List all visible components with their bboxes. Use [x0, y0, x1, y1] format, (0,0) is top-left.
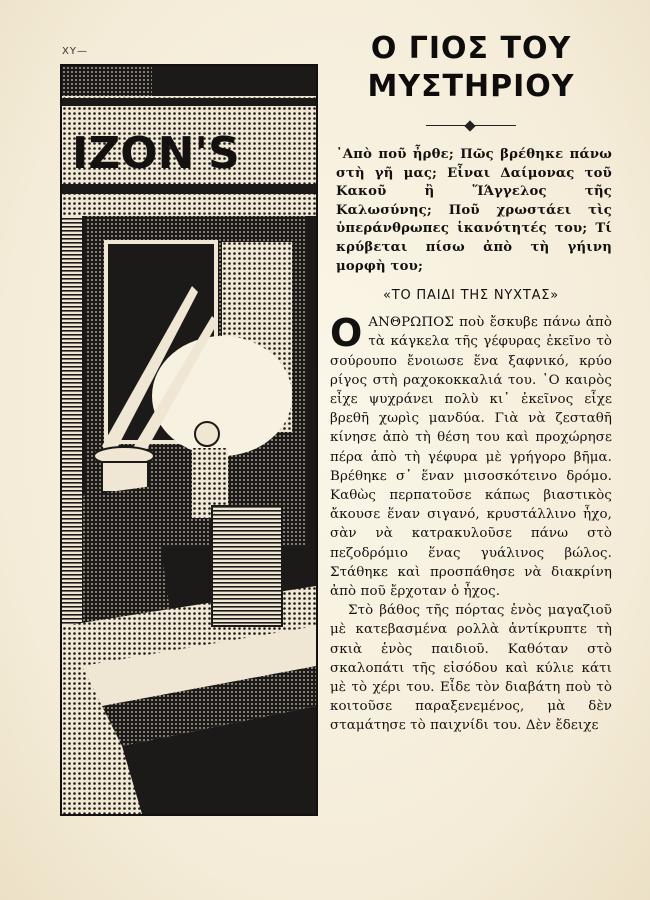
- article-body: [330, 313, 612, 735]
- title-divider: [426, 120, 516, 132]
- shop-sign-text: IZON'S: [72, 128, 240, 179]
- story-illustration: [60, 64, 318, 816]
- chapter-title: «ΤΟ ΠΑΙΔΙ ΤΗΣ ΝΥΧΤΑΣ»: [382, 288, 560, 304]
- drop-cap: Ο: [330, 311, 363, 356]
- scan-mark: ΧΥ—: [62, 46, 88, 57]
- paragraph-2: Στὸ βάθος τῆς πόρτας ἑνὸς μαγαζιοῦ μὲ κατεβασμένα ρολλὰ ἀντίκρυπτε τὴ σκιὰ ἑνὸς παιδιοῦ. Καθόταν στὸ σκαλοπάτι τῆς εἰσόδου καὶ κύλιε κάτι μὲ τὸ χέρι του. Εἶδε τὸν διαβάτη ποὺ τὸ κοιτοῦσε παραξενεμένος, μὰ δὲν σταμάτησε τὸ παιχνίδι του. Δὲν ἔδειχε: [330, 603, 612, 734]
- illustration-drawing: [62, 66, 316, 814]
- title-line-1: Ο ΓΙΟΣ ΤΟΥ: [370, 31, 572, 66]
- paragraph-1: [330, 313, 612, 601]
- title-line-2: ΜΥΣΤΗΡΙΟΥ: [367, 69, 575, 104]
- paragraph-1-text: ΑΝΘΡΩΠΟΣ ποὺ ἔσκυβε πάνω ἀπὸ τὰ κάγκελα τῆς γέφυρας ἐκεῖνο τὸ σούρουπο ἔνοιωσε ἕνα ξαφνικό, κρύο ρίγος στὴ ραχοκοκκαλιά του. ᾿Ο καιρὸς εἶχε ψυχράνει πολὺ κι᾿ ἐκεῖνος εἶχε βρεθῆ χωρὶς μανδύα. Γιὰ νὰ ζεσταθῆ κίνησε ἀπὸ τὴ θέση του καὶ προχώρησε πέρα ἀπὸ τὴ γέφυρα μὲ γρήγορο βῆμα. Βρέθηκε σ᾿ ἕναν μισοσκότεινο δρόμο. Καθὼς περπατοῦσε κάπως βιαστικὸς ἄκουσε ἕναν σιγανό, κρυστάλλινο ἦχο, σὰν νὰ κατρακυλοῦσε πάνω στὸ πεζοδρόμιο ἕνας γυάλινος βώλος. Στάθηκε καὶ προσπάθησε νὰ διακρίνη ἀπὸ ποῦ ἔρχοταν ὁ ἦχος.: [330, 315, 612, 599]
- article-intro: ᾿Απὸ ποῦ ἦρθε; Πῶς βρέθηκε πάνω στὴ γῆ μας; Εἶναι Δαίμονας τοῦ Κακοῦ ἢ ἽΆγγελος τῆς Καλωσύνης; Ποῦ χρωστάει τὶς ὑπεράνθρωπες ἱκανότητές του; Τί κρύβεται πίσω ἀπὸ τὴ γήινη μορφὴ του;: [336, 147, 612, 274]
- article-title: [330, 30, 612, 106]
- article-column: [330, 30, 612, 736]
